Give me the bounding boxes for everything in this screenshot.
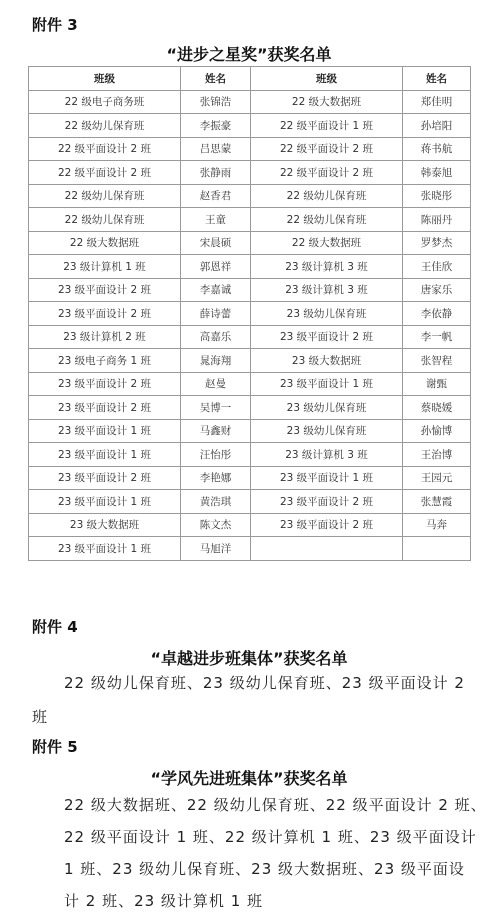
attachment-5-line-4: 计 2 班、23 级计算机 1 班	[64, 892, 264, 910]
cell-class-1: 23 级平面设计 2 班	[29, 302, 181, 326]
cell-class-1: 22 级幼儿保育班	[29, 114, 181, 138]
cell-class-2: 23 级大数据班	[251, 349, 403, 373]
cell-name-2: 蒋书航	[403, 137, 471, 161]
table-row	[29, 231, 471, 255]
header-name-1: 姓名	[181, 67, 251, 91]
table-row	[29, 396, 471, 420]
cell-name-2: 孙培阳	[403, 114, 471, 138]
cell-name-2: 王治博	[403, 443, 471, 467]
table-header-row	[29, 67, 471, 91]
attachment-5-label: 附件 5	[32, 738, 78, 756]
cell-name-2: 蔡晓媛	[403, 396, 471, 420]
table-row	[29, 513, 471, 537]
cell-class-1: 23 级平面设计 1 班	[29, 419, 181, 443]
cell-name-1: 马旭洋	[181, 537, 251, 561]
cell-class-1: 23 级大数据班	[29, 513, 181, 537]
cell-name-1: 王童	[181, 208, 251, 232]
attachment-4-line-2: 班	[32, 708, 49, 726]
cell-name-1: 李艳娜	[181, 466, 251, 490]
table-row	[29, 302, 471, 326]
cell-class-2: 23 级计算机 3 班	[251, 255, 403, 279]
table-row	[29, 90, 471, 114]
cell-class-2: 23 级幼儿保育班	[251, 302, 403, 326]
cell-class-2: 23 级计算机 3 班	[251, 278, 403, 302]
table-row	[29, 114, 471, 138]
cell-class-2: 22 级幼儿保育班	[251, 208, 403, 232]
cell-name-1: 宋晨硕	[181, 231, 251, 255]
cell-class-2: 23 级平面设计 1 班	[251, 466, 403, 490]
cell-class-2: 23 级平面设计 2 班	[251, 490, 403, 514]
cell-name-2: 马奔	[403, 513, 471, 537]
header-class-1: 班级	[29, 67, 181, 91]
cell-class-1: 23 级计算机 1 班	[29, 255, 181, 279]
attachment-4-line-1: 22 级幼儿保育班、23 级幼儿保育班、23 级平面设计 2	[64, 674, 465, 692]
attachment-5-title: “学风先进班集体”获奖名单	[150, 769, 348, 788]
cell-name-1: 张锦浩	[181, 90, 251, 114]
table-row	[29, 349, 471, 373]
cell-name-1: 张静雨	[181, 161, 251, 185]
cell-class-1: 22 级电子商务班	[29, 90, 181, 114]
cell-name-2	[403, 537, 471, 561]
cell-name-2: 李一帆	[403, 325, 471, 349]
cell-name-1: 高嘉乐	[181, 325, 251, 349]
table-row	[29, 443, 471, 467]
attachment-4-title: “卓越进步班集体”获奖名单	[150, 649, 348, 668]
cell-name-1: 赵曼	[181, 372, 251, 396]
header-class-2: 班级	[251, 67, 403, 91]
cell-name-2: 王佳欣	[403, 255, 471, 279]
cell-class-2: 23 级平面设计 1 班	[251, 372, 403, 396]
table-row	[29, 161, 471, 185]
cell-name-2: 孙愉博	[403, 419, 471, 443]
cell-class-1: 22 级大数据班	[29, 231, 181, 255]
award-table	[28, 66, 471, 561]
cell-class-2: 22 级平面设计 2 班	[251, 137, 403, 161]
cell-name-1: 吴博一	[181, 396, 251, 420]
cell-class-2: 22 级幼儿保育班	[251, 184, 403, 208]
cell-name-1: 李振豪	[181, 114, 251, 138]
cell-class-1: 23 级计算机 2 班	[29, 325, 181, 349]
cell-class-1: 23 级平面设计 1 班	[29, 443, 181, 467]
header-name-2: 姓名	[403, 67, 471, 91]
cell-class-2: 22 级平面设计 2 班	[251, 161, 403, 185]
cell-name-2: 张慧霞	[403, 490, 471, 514]
table-row	[29, 372, 471, 396]
cell-class-1: 22 级幼儿保育班	[29, 208, 181, 232]
cell-name-1: 吕思蒙	[181, 137, 251, 161]
table-row	[29, 255, 471, 279]
attachment-5-line-3: 1 班、23 级幼儿保育班、23 级大数据班、23 级平面设	[64, 860, 465, 878]
table-row	[29, 278, 471, 302]
cell-class-1: 22 级幼儿保育班	[29, 184, 181, 208]
table-row	[29, 325, 471, 349]
cell-class-2: 23 级平面设计 2 班	[251, 325, 403, 349]
cell-name-1: 郭恩祥	[181, 255, 251, 279]
table-row	[29, 537, 471, 561]
cell-class-1: 23 级平面设计 2 班	[29, 372, 181, 396]
table-row	[29, 466, 471, 490]
cell-class-1: 23 级平面设计 1 班	[29, 537, 181, 561]
cell-name-1: 赵香君	[181, 184, 251, 208]
attachment-5-line-2: 22 级平面设计 1 班、22 级计算机 1 班、23 级平面设计	[64, 828, 477, 846]
cell-name-2: 郑佳明	[403, 90, 471, 114]
cell-name-1: 陈文杰	[181, 513, 251, 537]
cell-class-2: 23 级平面设计 2 班	[251, 513, 403, 537]
cell-class-1: 23 级平面设计 2 班	[29, 466, 181, 490]
cell-class-2: 23 级计算机 3 班	[251, 443, 403, 467]
cell-class-2: 23 级幼儿保育班	[251, 396, 403, 420]
attachment-4-label: 附件 4	[32, 618, 78, 636]
table-row	[29, 208, 471, 232]
table-row	[29, 419, 471, 443]
cell-class-1: 23 级平面设计 1 班	[29, 490, 181, 514]
cell-name-2: 陈丽丹	[403, 208, 471, 232]
cell-class-2: 23 级幼儿保育班	[251, 419, 403, 443]
cell-name-1: 黄浩琪	[181, 490, 251, 514]
cell-name-2: 张晓彤	[403, 184, 471, 208]
attachment-5-line-1: 22 级大数据班、22 级幼儿保育班、22 级平面设计 2 班、	[64, 796, 487, 814]
cell-class-2	[251, 537, 403, 561]
cell-class-2: 22 级大数据班	[251, 231, 403, 255]
cell-name-2: 王园元	[403, 466, 471, 490]
attachment-3-title: “进步之星奖”获奖名单	[166, 45, 332, 64]
cell-class-2: 22 级平面设计 1 班	[251, 114, 403, 138]
cell-name-1: 马鑫财	[181, 419, 251, 443]
cell-name-2: 张智程	[403, 349, 471, 373]
cell-name-1: 汪怡彤	[181, 443, 251, 467]
cell-name-2: 谢甄	[403, 372, 471, 396]
cell-class-1: 23 级电子商务 1 班	[29, 349, 181, 373]
table-row	[29, 184, 471, 208]
cell-name-1: 晁海翔	[181, 349, 251, 373]
cell-name-2: 李依静	[403, 302, 471, 326]
cell-name-1: 薛诗蕾	[181, 302, 251, 326]
cell-class-1: 23 级平面设计 2 班	[29, 278, 181, 302]
cell-name-1: 李嘉诚	[181, 278, 251, 302]
attachment-3-label: 附件 3	[32, 16, 78, 34]
cell-class-2: 22 级大数据班	[251, 90, 403, 114]
cell-class-1: 23 级平面设计 2 班	[29, 396, 181, 420]
cell-class-1: 22 级平面设计 2 班	[29, 137, 181, 161]
table-row	[29, 137, 471, 161]
award-table-body	[29, 90, 471, 560]
cell-class-1: 22 级平面设计 2 班	[29, 161, 181, 185]
table-row	[29, 490, 471, 514]
cell-name-2: 韩泰旭	[403, 161, 471, 185]
cell-name-2: 罗梦杰	[403, 231, 471, 255]
cell-name-2: 唐家乐	[403, 278, 471, 302]
